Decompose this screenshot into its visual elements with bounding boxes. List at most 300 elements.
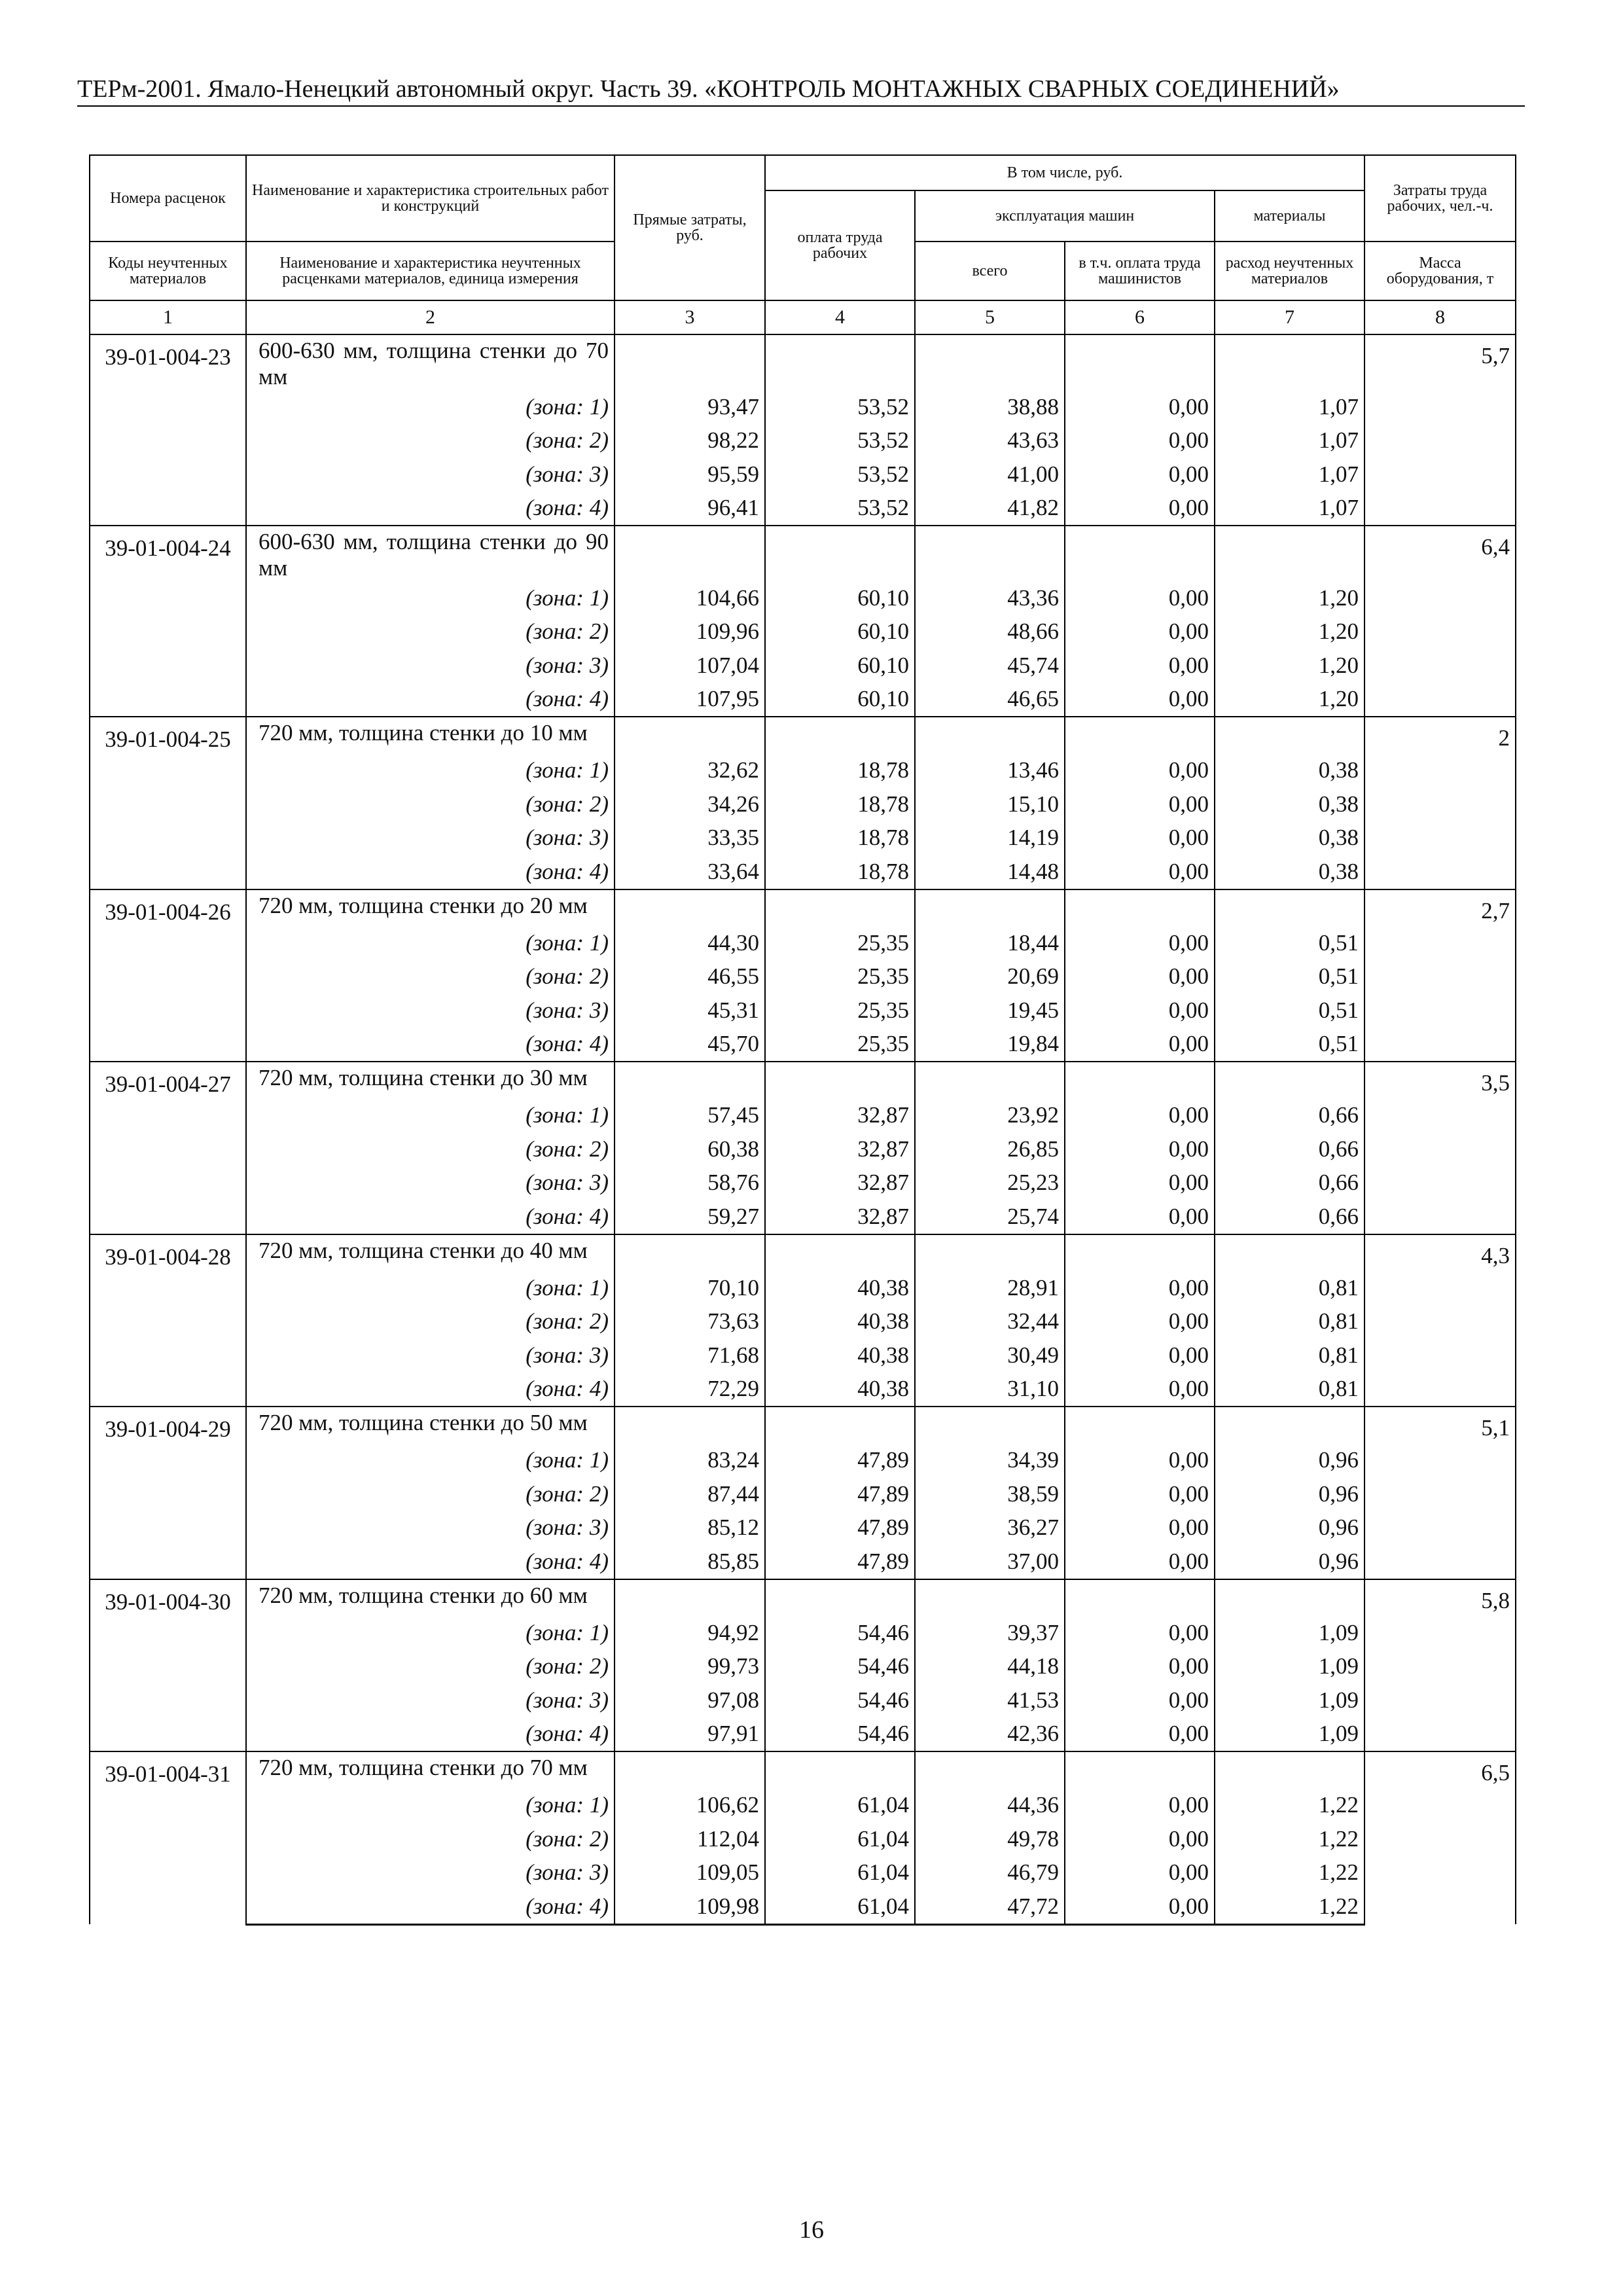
header-material-codes: Коды неучтенных материалов [90, 242, 246, 300]
zone-label: (зона: 1) [246, 754, 615, 788]
machinist-wages-value: 0,00 [1065, 1444, 1215, 1478]
direct-costs-value: 109,05 [615, 1856, 765, 1890]
direct-costs-value: 46,55 [615, 960, 765, 994]
materials-value: 0,81 [1215, 1338, 1364, 1372]
empty-cell [615, 334, 765, 390]
zone-row [90, 1511, 1516, 1545]
machines-total-value: 38,88 [915, 390, 1065, 424]
machines-total-value: 37,00 [915, 1545, 1065, 1579]
wages-value: 53,52 [765, 424, 915, 458]
direct-costs-value: 83,24 [615, 1444, 765, 1478]
machinist-wages-value: 0,00 [1065, 1200, 1215, 1234]
header-including: В том числе, руб. [765, 155, 1364, 190]
empty-cell [1215, 1407, 1364, 1444]
rate-description: 600-630 мм, толщина стенки до 70 мм [246, 334, 615, 390]
zone-label: (зона: 4) [246, 1200, 615, 1234]
materials-value: 1,22 [1215, 1856, 1364, 1890]
zone-label: (зона: 3) [246, 1166, 615, 1200]
materials-value: 1,07 [1215, 390, 1364, 424]
zone-label: (зона: 2) [246, 1305, 615, 1339]
materials-value: 0,38 [1215, 855, 1364, 889]
wages-value: 47,89 [765, 1511, 915, 1545]
direct-costs-value: 99,73 [615, 1650, 765, 1684]
empty-cell [1215, 1579, 1364, 1617]
machines-total-value: 46,65 [915, 683, 1065, 717]
empty-cell [915, 1751, 1065, 1789]
machines-total-value: 39,37 [915, 1616, 1065, 1650]
direct-costs-value: 60,38 [615, 1132, 765, 1166]
wages-value: 25,35 [765, 926, 915, 960]
direct-costs-value: 107,04 [615, 649, 765, 683]
zone-row [90, 1789, 1516, 1823]
machinist-wages-value: 0,00 [1065, 492, 1215, 526]
zone-row [90, 1545, 1516, 1579]
wages-value: 47,89 [765, 1545, 915, 1579]
zone-label: (зона: 1) [246, 581, 615, 615]
zone-label: (зона: 1) [246, 1444, 615, 1478]
empty-cell [765, 1062, 915, 1099]
materials-value: 1,07 [1215, 424, 1364, 458]
machines-total-value: 19,45 [915, 994, 1065, 1028]
zone-row [90, 390, 1516, 424]
rate-code: 39-01-004-26 [90, 889, 246, 1062]
machinist-wages-value: 0,00 [1065, 1166, 1215, 1200]
empty-cell [1065, 1407, 1215, 1444]
empty-cell [1215, 717, 1364, 754]
rate-code: 39-01-004-31 [90, 1751, 246, 1924]
direct-costs-value: 106,62 [615, 1789, 765, 1823]
zone-label: (зона: 4) [246, 492, 615, 526]
rate-title-row [90, 1062, 1516, 1099]
empty-cell [1065, 1751, 1215, 1789]
zone-label: (зона: 2) [246, 960, 615, 994]
materials-value: 1,22 [1215, 1822, 1364, 1856]
zone-row [90, 754, 1516, 788]
header-material-name: Наименование и характеристика неучтенных расценками материалов, единица измерения [246, 242, 615, 300]
empty-cell [1065, 1234, 1215, 1272]
empty-cell [615, 1062, 765, 1099]
materials-value: 1,09 [1215, 1717, 1364, 1752]
rate-code: 39-01-004-28 [90, 1234, 246, 1407]
machines-total-value: 31,10 [915, 1372, 1065, 1407]
wages-value: 32,87 [765, 1132, 915, 1166]
column-number: 6 [1065, 300, 1215, 334]
wages-value: 25,35 [765, 994, 915, 1028]
zone-row [90, 492, 1516, 526]
wages-value: 60,10 [765, 581, 915, 615]
empty-cell [615, 1751, 765, 1789]
zone-label: (зона: 3) [246, 649, 615, 683]
wages-value: 32,87 [765, 1166, 915, 1200]
direct-costs-value: 109,98 [615, 1890, 765, 1924]
materials-value: 0,38 [1215, 787, 1364, 821]
labor-cost: 5,8 [1364, 1579, 1516, 1752]
machines-total-value: 47,72 [915, 1890, 1065, 1924]
wages-value: 18,78 [765, 821, 915, 855]
column-number: 4 [765, 300, 915, 334]
wages-value: 54,46 [765, 1717, 915, 1752]
empty-cell [765, 1579, 915, 1617]
wages-value: 61,04 [765, 1856, 915, 1890]
empty-cell [915, 717, 1065, 754]
empty-cell [915, 1579, 1065, 1617]
materials-value: 1,22 [1215, 1789, 1364, 1823]
direct-costs-value: 98,22 [615, 424, 765, 458]
materials-value: 0,51 [1215, 1028, 1364, 1062]
column-number: 5 [915, 300, 1065, 334]
materials-value: 1,09 [1215, 1650, 1364, 1684]
labor-cost: 2,7 [1364, 889, 1516, 1062]
zone-row [90, 1271, 1516, 1305]
table-body [90, 334, 1516, 1924]
machines-total-value: 43,36 [915, 581, 1065, 615]
page-header: ТЕРм-2001. Ямало-Ненецкий автономный округ. Часть 39. «КОНТРОЛЬ МОНТАЖНЫХ СВАРНЫХ СОЕДИНЕНИЙ» [77, 75, 1340, 103]
empty-cell [615, 889, 765, 927]
header-machines-total: всего [915, 242, 1065, 300]
wages-value: 25,35 [765, 1028, 915, 1062]
wages-value: 32,87 [765, 1200, 915, 1234]
header-machinist-wages: в т.ч. оплата труда машинистов [1065, 242, 1215, 300]
direct-costs-value: 93,47 [615, 390, 765, 424]
machinist-wages-value: 0,00 [1065, 1822, 1215, 1856]
rate-title-row [90, 889, 1516, 927]
zone-row [90, 1132, 1516, 1166]
machinist-wages-value: 0,00 [1065, 1305, 1215, 1339]
machines-total-value: 42,36 [915, 1717, 1065, 1752]
zone-label: (зона: 2) [246, 1132, 615, 1166]
machines-total-value: 19,84 [915, 1028, 1065, 1062]
zone-row [90, 1822, 1516, 1856]
direct-costs-value: 32,62 [615, 754, 765, 788]
zone-label: (зона: 1) [246, 1271, 615, 1305]
rate-description: 720 мм, толщина стенки до 30 мм [246, 1062, 615, 1099]
materials-value: 0,51 [1215, 960, 1364, 994]
rate-title-row [90, 717, 1516, 754]
materials-value: 1,07 [1215, 492, 1364, 526]
labor-cost: 3,5 [1364, 1062, 1516, 1234]
empty-cell [915, 889, 1065, 927]
wages-value: 54,46 [765, 1650, 915, 1684]
wages-value: 53,52 [765, 492, 915, 526]
zone-label: (зона: 4) [246, 683, 615, 717]
zone-row [90, 1166, 1516, 1200]
materials-value: 0,66 [1215, 1166, 1364, 1200]
direct-costs-value: 96,41 [615, 492, 765, 526]
header-equipment-mass: Масса оборудования, т [1364, 242, 1516, 300]
empty-cell [615, 1407, 765, 1444]
machinist-wages-value: 0,00 [1065, 1717, 1215, 1752]
materials-value: 0,96 [1215, 1545, 1364, 1579]
wages-value: 40,38 [765, 1271, 915, 1305]
wages-value: 54,46 [765, 1683, 915, 1717]
zone-row [90, 1890, 1516, 1924]
machinist-wages-value: 0,00 [1065, 457, 1215, 492]
materials-value: 1,07 [1215, 457, 1364, 492]
machines-total-value: 28,91 [915, 1271, 1065, 1305]
machines-total-value: 36,27 [915, 1511, 1065, 1545]
empty-cell [1065, 334, 1215, 390]
empty-cell [1215, 334, 1364, 390]
wages-value: 18,78 [765, 754, 915, 788]
machines-total-value: 25,74 [915, 1200, 1065, 1234]
wages-value: 18,78 [765, 855, 915, 889]
wages-value: 40,38 [765, 1338, 915, 1372]
zone-row [90, 1717, 1516, 1752]
zone-label: (зона: 3) [246, 457, 615, 492]
machinist-wages-value: 0,00 [1065, 787, 1215, 821]
wages-value: 53,52 [765, 457, 915, 492]
wages-value: 40,38 [765, 1372, 915, 1407]
machinist-wages-value: 0,00 [1065, 1890, 1215, 1924]
direct-costs-value: 57,45 [615, 1099, 765, 1133]
zone-row [90, 424, 1516, 458]
zone-label: (зона: 2) [246, 1477, 615, 1511]
empty-cell [1065, 526, 1215, 581]
machines-total-value: 45,74 [915, 649, 1065, 683]
machinist-wages-value: 0,00 [1065, 1650, 1215, 1684]
zone-row [90, 1616, 1516, 1650]
empty-cell [765, 526, 915, 581]
machinist-wages-value: 0,00 [1065, 1511, 1215, 1545]
zone-row [90, 1200, 1516, 1234]
materials-value: 0,38 [1215, 821, 1364, 855]
machines-total-value: 41,82 [915, 492, 1065, 526]
materials-value: 1,20 [1215, 581, 1364, 615]
zone-row [90, 1856, 1516, 1890]
empty-cell [915, 526, 1065, 581]
empty-cell [915, 334, 1065, 390]
materials-value: 1,09 [1215, 1616, 1364, 1650]
labor-cost: 2 [1364, 717, 1516, 889]
header-divider [77, 105, 1525, 107]
empty-cell [615, 717, 765, 754]
wages-value: 60,10 [765, 615, 915, 649]
zone-label: (зона: 2) [246, 424, 615, 458]
machines-total-value: 46,79 [915, 1856, 1065, 1890]
zone-row [90, 926, 1516, 960]
direct-costs-value: 58,76 [615, 1166, 765, 1200]
machinist-wages-value: 0,00 [1065, 994, 1215, 1028]
zone-row [90, 615, 1516, 649]
zone-row [90, 1650, 1516, 1684]
direct-costs-value: 104,66 [615, 581, 765, 615]
rate-code: 39-01-004-27 [90, 1062, 246, 1234]
wages-value: 18,78 [765, 787, 915, 821]
wages-value: 54,46 [765, 1616, 915, 1650]
header-rate-number: Номера расценок [90, 155, 246, 242]
rate-description: 600-630 мм, толщина стенки до 90 мм [246, 526, 615, 581]
rate-code: 39-01-004-25 [90, 717, 246, 889]
empty-cell [1065, 1062, 1215, 1099]
rate-code: 39-01-004-30 [90, 1579, 246, 1752]
column-number: 1 [90, 300, 246, 334]
machinist-wages-value: 0,00 [1065, 821, 1215, 855]
labor-cost: 6,4 [1364, 526, 1516, 717]
empty-cell [765, 334, 915, 390]
materials-value: 0,96 [1215, 1444, 1364, 1478]
machines-total-value: 44,18 [915, 1650, 1065, 1684]
empty-cell [615, 526, 765, 581]
direct-costs-value: 85,85 [615, 1545, 765, 1579]
machines-total-value: 41,53 [915, 1683, 1065, 1717]
machinist-wages-value: 0,00 [1065, 1477, 1215, 1511]
page-number: 16 [799, 2216, 824, 2244]
empty-cell [765, 1407, 915, 1444]
empty-cell [765, 1234, 915, 1272]
rate-description: 720 мм, толщина стенки до 50 мм [246, 1407, 615, 1444]
machinist-wages-value: 0,00 [1065, 1789, 1215, 1823]
machines-total-value: 30,49 [915, 1338, 1065, 1372]
zone-row [90, 855, 1516, 889]
materials-value: 1,09 [1215, 1683, 1364, 1717]
direct-costs-value: 97,08 [615, 1683, 765, 1717]
materials-value: 0,81 [1215, 1271, 1364, 1305]
machines-total-value: 34,39 [915, 1444, 1065, 1478]
zone-label: (зона: 4) [246, 855, 615, 889]
rate-description: 720 мм, толщина стенки до 70 мм [246, 1751, 615, 1789]
direct-costs-value: 97,91 [615, 1717, 765, 1752]
column-number: 8 [1364, 300, 1516, 334]
rate-title-row [90, 1579, 1516, 1617]
zone-label: (зона: 2) [246, 1650, 615, 1684]
zone-label: (зона: 3) [246, 994, 615, 1028]
wages-value: 47,89 [765, 1477, 915, 1511]
direct-costs-value: 94,92 [615, 1616, 765, 1650]
zone-label: (зона: 1) [246, 926, 615, 960]
direct-costs-value: 71,68 [615, 1338, 765, 1372]
direct-costs-value: 33,35 [615, 821, 765, 855]
header-unaccounted-materials: расход неучтенных материалов [1215, 242, 1364, 300]
zone-label: (зона: 3) [246, 1338, 615, 1372]
empty-cell [1215, 1751, 1364, 1789]
wages-value: 25,35 [765, 960, 915, 994]
direct-costs-value: 33,64 [615, 855, 765, 889]
empty-cell [765, 889, 915, 927]
zone-row [90, 787, 1516, 821]
zone-row [90, 1028, 1516, 1062]
rate-title-row [90, 1234, 1516, 1272]
zone-row [90, 1683, 1516, 1717]
zone-row [90, 960, 1516, 994]
machinist-wages-value: 0,00 [1065, 390, 1215, 424]
direct-costs-value: 45,70 [615, 1028, 765, 1062]
zone-label: (зона: 4) [246, 1028, 615, 1062]
machinist-wages-value: 0,00 [1065, 424, 1215, 458]
rate-code: 39-01-004-24 [90, 526, 246, 717]
header-work-name: Наименование и характеристика строительных работ и конструкций [246, 155, 615, 242]
rate-description: 720 мм, толщина стенки до 20 мм [246, 889, 615, 927]
zone-label: (зона: 3) [246, 1856, 615, 1890]
machinist-wages-value: 0,00 [1065, 926, 1215, 960]
wages-value: 61,04 [765, 1789, 915, 1823]
direct-costs-value: 34,26 [615, 787, 765, 821]
direct-costs-value: 70,10 [615, 1271, 765, 1305]
rate-description: 720 мм, толщина стенки до 60 мм [246, 1579, 615, 1617]
machines-total-value: 20,69 [915, 960, 1065, 994]
column-number: 7 [1215, 300, 1364, 334]
rate-description: 720 мм, толщина стенки до 10 мм [246, 717, 615, 754]
labor-cost: 6,5 [1364, 1751, 1516, 1924]
zone-label: (зона: 4) [246, 1717, 615, 1752]
direct-costs-value: 87,44 [615, 1477, 765, 1511]
zone-label: (зона: 1) [246, 1789, 615, 1823]
empty-cell [915, 1407, 1065, 1444]
empty-cell [915, 1234, 1065, 1272]
machines-total-value: 32,44 [915, 1305, 1065, 1339]
labor-cost: 5,1 [1364, 1407, 1516, 1579]
materials-value: 0,81 [1215, 1305, 1364, 1339]
machinist-wages-value: 0,00 [1065, 581, 1215, 615]
column-number: 3 [615, 300, 765, 334]
rate-description: 720 мм, толщина стенки до 40 мм [246, 1234, 615, 1272]
machinist-wages-value: 0,00 [1065, 754, 1215, 788]
zone-row [90, 683, 1516, 717]
empty-cell [1215, 889, 1364, 927]
wages-value: 61,04 [765, 1822, 915, 1856]
machines-total-value: 38,59 [915, 1477, 1065, 1511]
empty-cell [615, 1579, 765, 1617]
column-number-row [90, 300, 1516, 334]
materials-value: 1,20 [1215, 615, 1364, 649]
header-machines: эксплуатация машин [915, 190, 1215, 242]
zone-label: (зона: 1) [246, 390, 615, 424]
empty-cell [1215, 1234, 1364, 1272]
wages-value: 47,89 [765, 1444, 915, 1478]
zone-row [90, 1338, 1516, 1372]
machines-total-value: 48,66 [915, 615, 1065, 649]
machines-total-value: 43,63 [915, 424, 1065, 458]
zone-label: (зона: 2) [246, 615, 615, 649]
machinist-wages-value: 0,00 [1065, 1132, 1215, 1166]
labor-cost: 4,3 [1364, 1234, 1516, 1407]
machinist-wages-value: 0,00 [1065, 960, 1215, 994]
materials-value: 0,66 [1215, 1200, 1364, 1234]
machinist-wages-value: 0,00 [1065, 1372, 1215, 1407]
materials-value: 1,20 [1215, 683, 1364, 717]
zone-label: (зона: 3) [246, 821, 615, 855]
machines-total-value: 26,85 [915, 1132, 1065, 1166]
machinist-wages-value: 0,00 [1065, 1545, 1215, 1579]
zone-label: (зона: 3) [246, 1511, 615, 1545]
machinist-wages-value: 0,00 [1065, 649, 1215, 683]
machines-total-value: 23,92 [915, 1099, 1065, 1133]
direct-costs-value: 73,63 [615, 1305, 765, 1339]
machinist-wages-value: 0,00 [1065, 683, 1215, 717]
machinist-wages-value: 0,00 [1065, 615, 1215, 649]
machinist-wages-value: 0,00 [1065, 1099, 1215, 1133]
empty-cell [765, 1751, 915, 1789]
header-direct-costs: Прямые затраты, руб. [615, 155, 765, 300]
empty-cell [1065, 717, 1215, 754]
machines-total-value: 14,48 [915, 855, 1065, 889]
direct-costs-value: 107,95 [615, 683, 765, 717]
machines-total-value: 41,00 [915, 457, 1065, 492]
zone-label: (зона: 1) [246, 1616, 615, 1650]
machinist-wages-value: 0,00 [1065, 1271, 1215, 1305]
zone-row [90, 1444, 1516, 1478]
rate-title-row [90, 334, 1516, 390]
zone-row [90, 994, 1516, 1028]
materials-value: 1,22 [1215, 1890, 1364, 1924]
machinist-wages-value: 0,00 [1065, 1028, 1215, 1062]
rate-code: 39-01-004-23 [90, 334, 246, 526]
table-header [90, 155, 1516, 334]
empty-cell [1065, 889, 1215, 927]
machines-total-value: 49,78 [915, 1822, 1065, 1856]
wages-value: 32,87 [765, 1099, 915, 1133]
materials-value: 0,96 [1215, 1477, 1364, 1511]
zone-row [90, 1305, 1516, 1339]
